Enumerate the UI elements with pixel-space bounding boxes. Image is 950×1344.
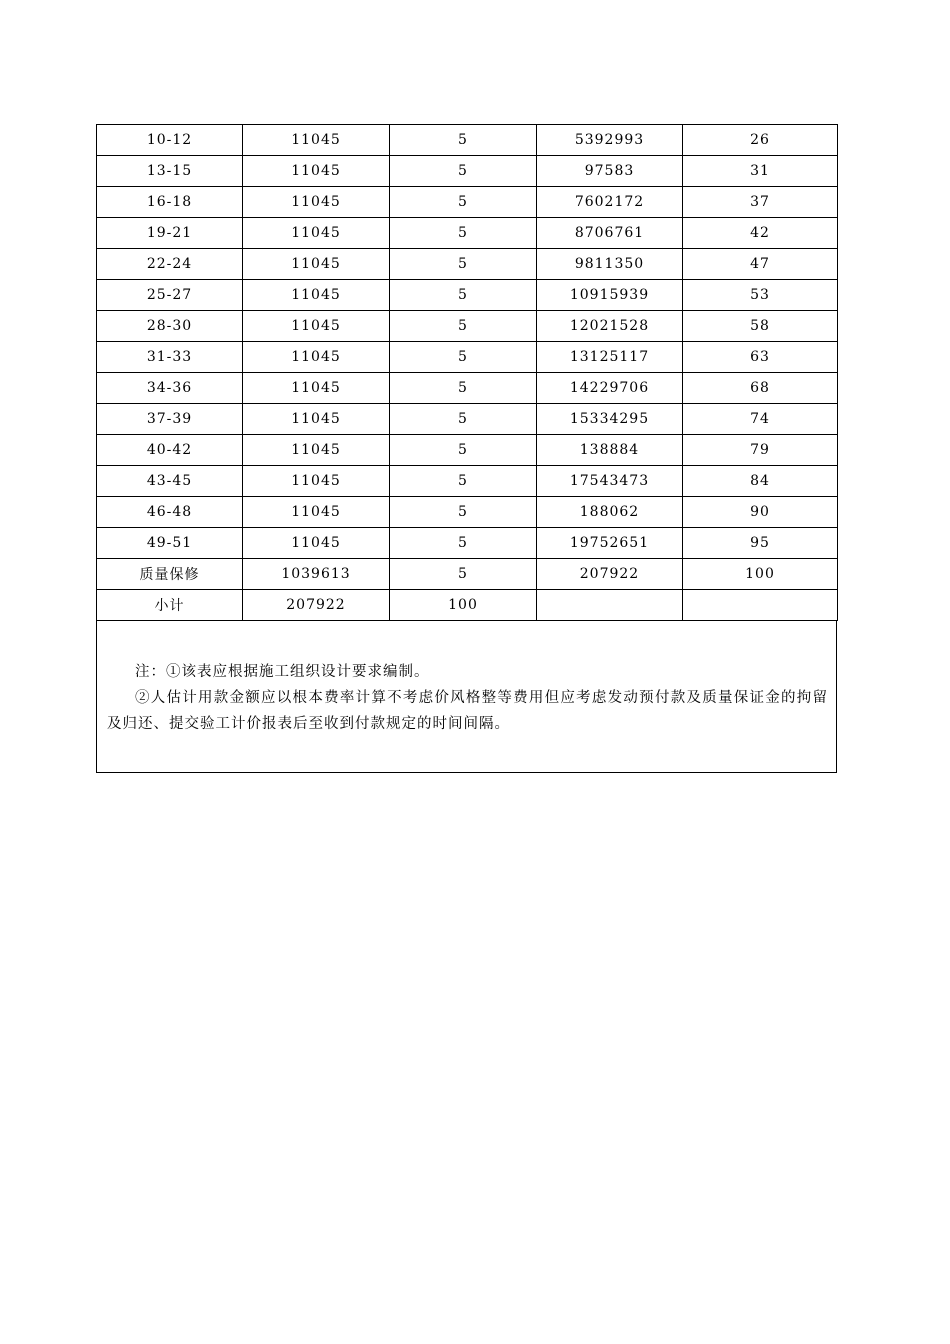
- table-row: [97, 373, 838, 404]
- table-cell: 5392993: [537, 125, 683, 156]
- table-cell: 47: [683, 249, 838, 280]
- table-cell: 5: [390, 528, 537, 559]
- table-cell: 100: [390, 590, 537, 621]
- table-cell: 90: [683, 497, 838, 528]
- table-row: [97, 218, 838, 249]
- table-cell: 49-51: [97, 528, 243, 559]
- table-cell: 5: [390, 559, 537, 590]
- table-cell: 31-33: [97, 342, 243, 373]
- table-cell: 46-48: [97, 497, 243, 528]
- table-cell: 79: [683, 435, 838, 466]
- note-line-2: ②人估计用款金额应以根本费率计算不考虑价风格整等费用但应考虑发动预付款及质量保证金的拘留及归还、提交验工计价报表后至收到付款规定的时间间隔。: [107, 690, 828, 732]
- table-cell: 5: [390, 497, 537, 528]
- table-cell: 84: [683, 466, 838, 497]
- table-cell: 74: [683, 404, 838, 435]
- table-cell: 5: [390, 311, 537, 342]
- table-cell: 138884: [537, 435, 683, 466]
- table-cell: 12021528: [537, 311, 683, 342]
- table-cell: 40-42: [97, 435, 243, 466]
- table-cell: 5: [390, 435, 537, 466]
- table-cell: 15334295: [537, 404, 683, 435]
- table-cell: 11045: [243, 280, 390, 311]
- table-cell: 小计: [97, 590, 243, 621]
- table-cell: 31: [683, 156, 838, 187]
- table-row: [97, 528, 838, 559]
- table-cell: 7602172: [537, 187, 683, 218]
- table-cell: 5: [390, 466, 537, 497]
- table-cell: 5: [390, 373, 537, 404]
- table-cell: 13125117: [537, 342, 683, 373]
- table-cell: 207922: [537, 559, 683, 590]
- payment-schedule-sheet: [96, 124, 837, 773]
- table-cell: 5: [390, 218, 537, 249]
- table-cell: 11045: [243, 404, 390, 435]
- table-cell: 19752651: [537, 528, 683, 559]
- table-row: [97, 311, 838, 342]
- table-cell: 58: [683, 311, 838, 342]
- table-cell: 16-18: [97, 187, 243, 218]
- table-cell: 11045: [243, 187, 390, 218]
- table-row: [97, 466, 838, 497]
- table-cell: 43-45: [97, 466, 243, 497]
- table-cell: 11045: [243, 125, 390, 156]
- table-cell: 22-24: [97, 249, 243, 280]
- table-cell: 5: [390, 342, 537, 373]
- table-cell: 53: [683, 280, 838, 311]
- table-cell: 9811350: [537, 249, 683, 280]
- table-cell: 17543473: [537, 466, 683, 497]
- table-cell: 11045: [243, 497, 390, 528]
- table-cell: 11045: [243, 249, 390, 280]
- table-cell: 质量保修: [97, 559, 243, 590]
- payment-schedule-table: [96, 124, 838, 621]
- table-cell: 11045: [243, 373, 390, 404]
- table-cell: 28-30: [97, 311, 243, 342]
- table-cell: 5: [390, 156, 537, 187]
- table-cell: 68: [683, 373, 838, 404]
- table-row: [97, 187, 838, 218]
- table-cell: 34-36: [97, 373, 243, 404]
- table-row: [97, 404, 838, 435]
- table-cell: 5: [390, 187, 537, 218]
- table-cell: 11045: [243, 435, 390, 466]
- table-row: [97, 249, 838, 280]
- table-cell: 5: [390, 404, 537, 435]
- table-cell: 11045: [243, 466, 390, 497]
- table-row: [97, 435, 838, 466]
- table-cell: 5: [390, 280, 537, 311]
- table-cell: 26: [683, 125, 838, 156]
- table-cell: 14229706: [537, 373, 683, 404]
- notes-section: [96, 621, 837, 773]
- table-row: [97, 497, 838, 528]
- table-cell: 10915939: [537, 280, 683, 311]
- table-cell: 11045: [243, 311, 390, 342]
- table-row: [97, 280, 838, 311]
- table-row: [97, 342, 838, 373]
- payment-schedule-body: [97, 125, 838, 621]
- table-row: [97, 125, 838, 156]
- table-cell: 97583: [537, 156, 683, 187]
- table-cell: [683, 590, 838, 621]
- table-cell: 8706761: [537, 218, 683, 249]
- table-cell: 11045: [243, 218, 390, 249]
- table-cell: 188062: [537, 497, 683, 528]
- table-cell: 37-39: [97, 404, 243, 435]
- table-row: [97, 559, 838, 590]
- table-cell: 63: [683, 342, 838, 373]
- table-cell: [537, 590, 683, 621]
- table-cell: 11045: [243, 528, 390, 559]
- table-cell: 19-21: [97, 218, 243, 249]
- table-row: [97, 590, 838, 621]
- table-row: [97, 156, 838, 187]
- table-cell: 207922: [243, 590, 390, 621]
- table-cell: 13-15: [97, 156, 243, 187]
- table-cell: 42: [683, 218, 838, 249]
- table-cell: 100: [683, 559, 838, 590]
- table-cell: 25-27: [97, 280, 243, 311]
- table-cell: 11045: [243, 156, 390, 187]
- table-cell: 37: [683, 187, 838, 218]
- table-cell: 11045: [243, 342, 390, 373]
- table-cell: 5: [390, 249, 537, 280]
- table-cell: 10-12: [97, 125, 243, 156]
- table-cell: 95: [683, 528, 838, 559]
- note-line-1: 注：①该表应根据施工组织设计要求编制。: [135, 664, 430, 680]
- table-cell: 1039613: [243, 559, 390, 590]
- table-cell: 5: [390, 125, 537, 156]
